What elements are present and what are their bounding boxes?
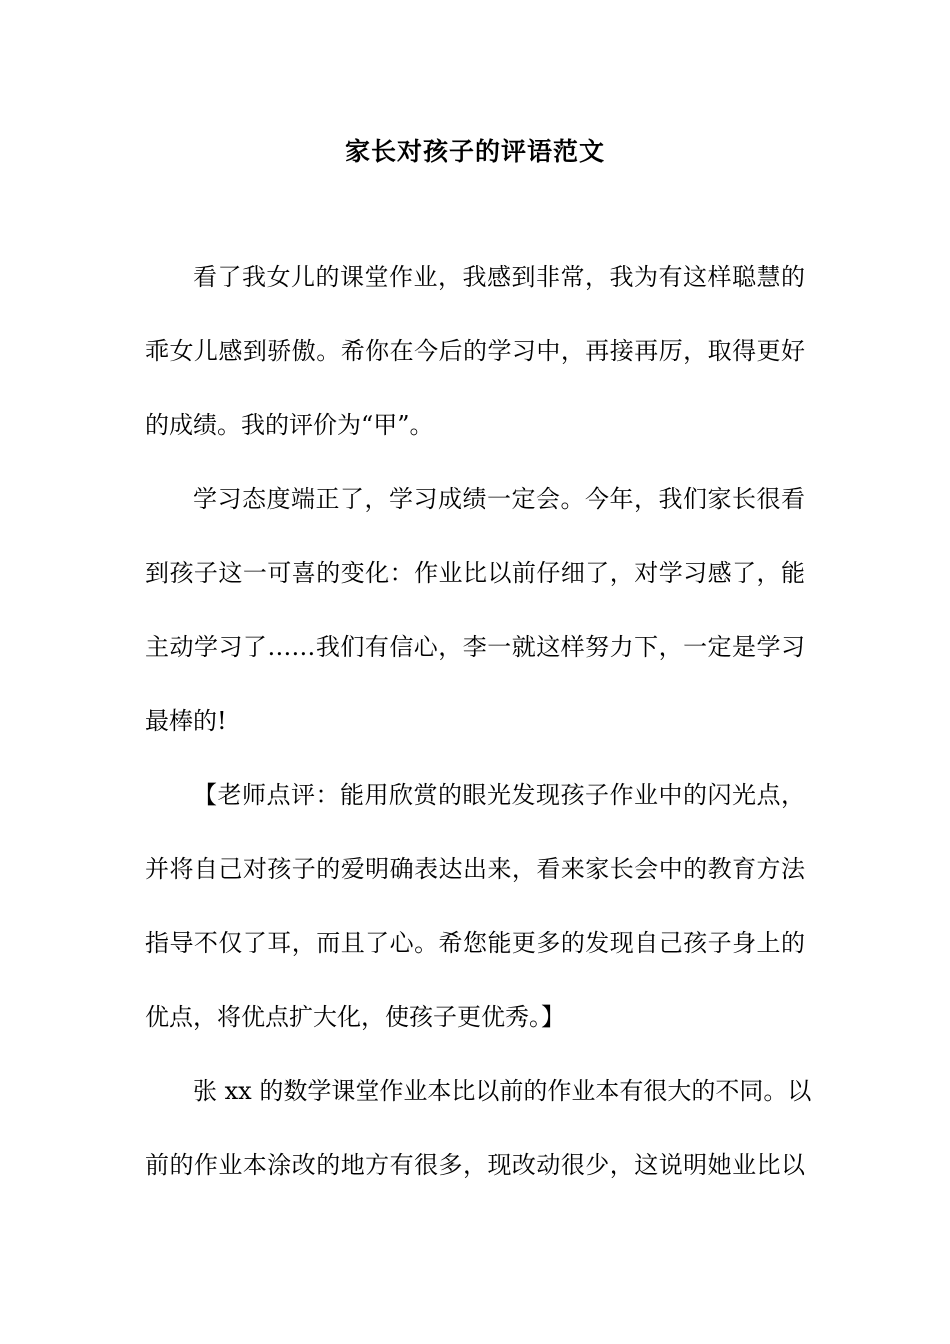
teacher-comment-line-1: 【老师点评：能用欣赏的眼光发现孩子作业中的闪光点， bbox=[193, 781, 805, 809]
document-body bbox=[145, 240, 812, 1202]
paragraph-4-line-2: 前的作业本涂改的地方有很多，现改动很少，这说明她业比以 bbox=[145, 1151, 805, 1179]
teacher-comment-line-4: 优点，将优点扩大化，使孩子更优秀。】 bbox=[145, 1003, 565, 1031]
paragraph-4-line-1: 张 xx 的数学课堂作业本比以前的作业本有很大的不同。以 bbox=[193, 1077, 812, 1105]
paragraph-2-line-1: 学习态度端正了，学习成绩一定会。今年，我们家长很看 bbox=[193, 485, 805, 513]
teacher-comment-line-2: 并将自己对孩子的爱明确表达出来，看来家长会中的教育方法 bbox=[145, 855, 805, 883]
teacher-comment-line-3: 指导不仅了耳，而且了心。希您能更多的发现自己孩子身上的 bbox=[145, 929, 805, 957]
document-title: 家长对孩子的评语范文 bbox=[344, 137, 605, 166]
paragraph-2-line-3: 主动学习了……我们有信心，李一就这样努力下，一定是学习 bbox=[145, 633, 805, 661]
paragraph-2-line-2: 到孩子这一可喜的变化：作业比以前仔细了，对学习感了，能 bbox=[145, 559, 805, 587]
paragraph-1-line-3: 的成绩。我的评价为“甲”。 bbox=[145, 411, 434, 439]
paragraph-2-line-4: 最棒的! bbox=[145, 707, 227, 735]
paragraph-1-line-1: 看了我女儿的课堂作业，我感到非常，我为有这样聪慧的 bbox=[193, 263, 805, 291]
paragraph-1-line-2: 乖女儿感到骄傲。希你在今后的学习中，再接再厉，取得更好 bbox=[145, 337, 805, 365]
